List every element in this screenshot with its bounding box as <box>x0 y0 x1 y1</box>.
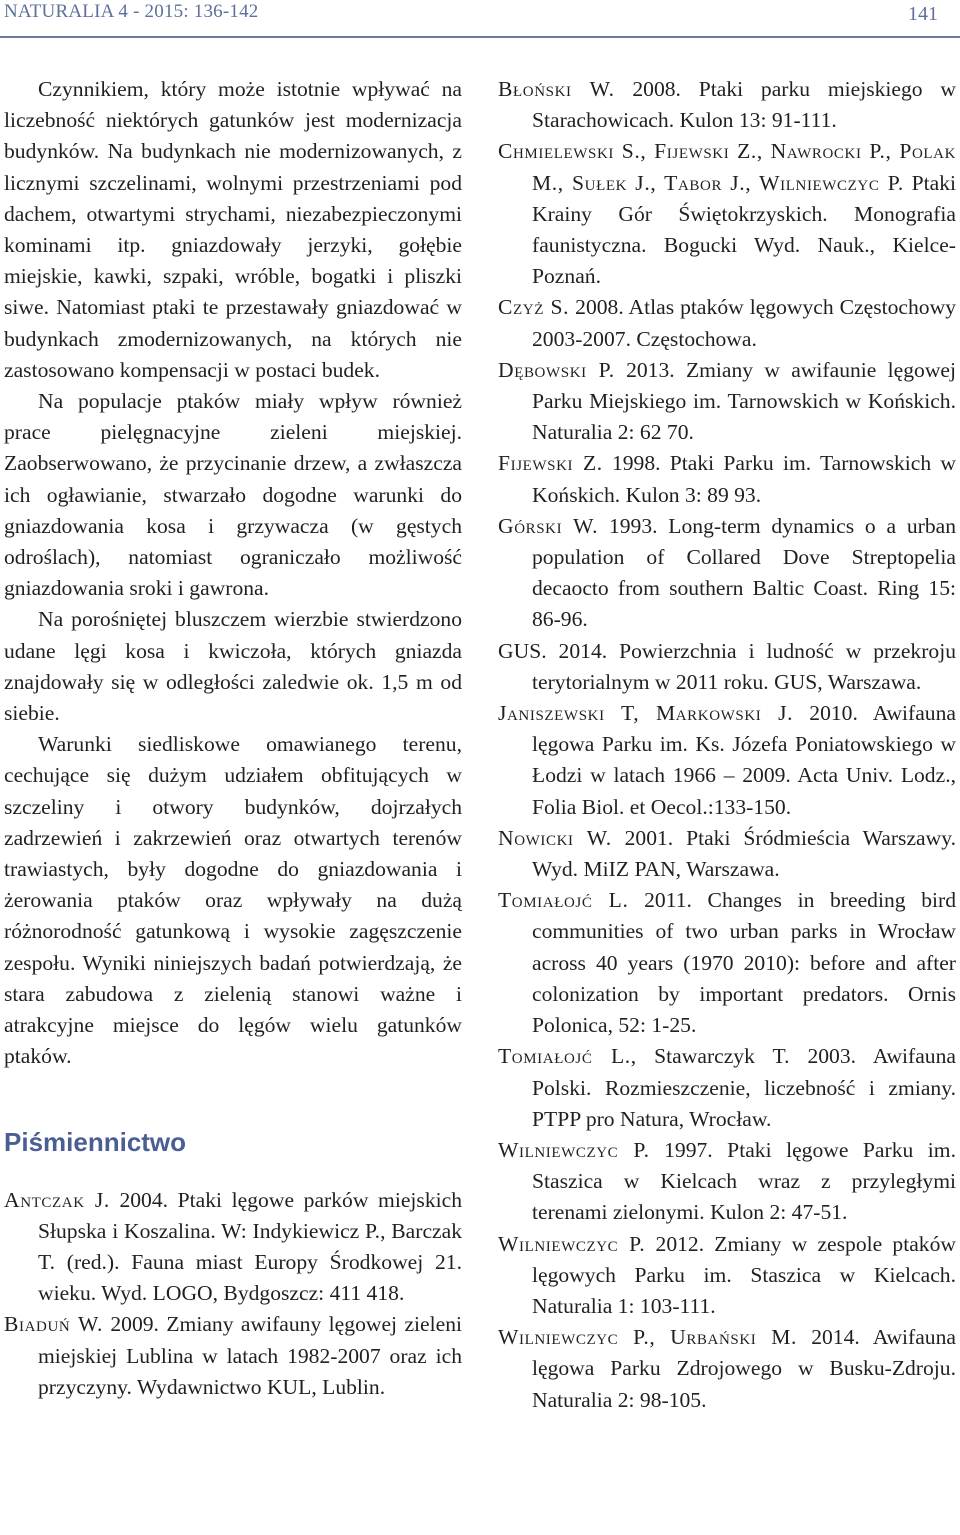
reference-text: GUS. 2014. Powierzchnia i ludność w przekroju terytorialnym w 2011 roku. GUS, Warszawa. <box>498 638 956 694</box>
reference-text: 2009. Zmiany awifauny lęgowej zieleni miejskiej Lublina w latach 1982-2007 oraz ich przyczyny. Wydawnictwo KUL, Lublin. <box>38 1312 462 1399</box>
reference-author: Janiszewski T, Markowski J. <box>498 701 794 726</box>
reference-item <box>498 136 956 292</box>
reference-text: 2013. Zmiany w awifaunie lęgowej Parku Miejskiego im. Tarnowskich w Końskich. Naturalia 2: 62 70. <box>532 357 956 445</box>
reference-author: Tomiałojć L. <box>498 888 629 913</box>
reference-text: 2004. Ptaki lęgowe parków miejskich Słupska i Koszalina. W: Indykiewicz P., Barczak T. (red.). Fauna miast Europy Środkowej 21. wieku. Wyd. LOGO, Bydgoszcz: 411 418. <box>38 1187 462 1306</box>
reference-author: Dębowski P. <box>498 357 615 382</box>
reference-item <box>498 1041 956 1135</box>
reference-text: 2011. Changes in breeding bird communities of two urban parks in Wrocław across 40 years (1970 2010): before and after colonization by important predators. Ornis Polonica, 52: 1-25. <box>532 888 956 1038</box>
reference-author: Górski W. <box>498 513 599 538</box>
reference-text: 1997. Ptaki lęgowe Parku im. Staszica w Kielcach wraz z przyległymi terenami zielonymi. Kulon 2: 47-51. <box>532 1137 956 1225</box>
reference-item <box>498 636 956 698</box>
reference-text: 2010. Awifauna lęgowa Parku im. Ks. Józefa Poniatowskiego w Łodzi w latach 1966 – 2009. Acta Univ. Lodz., Folia Biol. et Oecol.:133-150. <box>532 701 956 819</box>
reference-item <box>498 1322 956 1416</box>
reference-author: Fijewski Z. <box>498 451 603 476</box>
reference-list <box>4 1185 462 1403</box>
reference-item <box>498 74 956 136</box>
reference-item <box>498 292 956 354</box>
reference-item <box>4 1185 462 1310</box>
page-header <box>0 0 960 38</box>
left-column <box>4 74 462 1403</box>
page-number: 141 <box>908 3 938 25</box>
reference-item <box>498 1135 956 1229</box>
reference-text: 2008. Ptaki parku miejskiego w Starachowicach. Kulon 13: 91-111. <box>532 77 956 133</box>
reference-author: Antczak J. <box>4 1187 110 1212</box>
reference-text: 2012. Zmiany w zespole ptaków lęgowych Parku im. Staszica w Kielcach. Naturalia 1: 103-111. <box>532 1231 956 1318</box>
reference-text: 2001. Ptaki Śródmieścia Warszawy. Wyd. MiIZ PAN, Warszawa. <box>532 825 957 882</box>
reference-item <box>4 1309 462 1403</box>
reference-text: Ptaki Krainy Gór Świętokrzyskich. Monografia faunistyczna. Bogucki Wyd. Nauk., Kielce-Poznań. <box>532 170 956 289</box>
reference-text: 2008. Atlas ptaków lęgowych Częstochowy 2003-2007. Częstochowa. <box>532 295 956 351</box>
reference-item <box>498 698 956 823</box>
reference-author: Wilniewczyc P. <box>498 1231 646 1256</box>
reference-author: Wilniewczyc P., Urbański M. <box>498 1325 797 1350</box>
body-paragraph: Na porośniętej bluszczem wierzbie stwierdzono udane lęgi kosa i kwiczoła, których gniazda znajdowały się w odległości zaledwie ok. 1,5 m od siebie. <box>4 607 462 726</box>
journal-citation: NATURALIA 4 - 2015: 136-142 <box>4 1 259 22</box>
reference-author: Tomiałojć L. <box>498 1044 631 1069</box>
reference-list <box>498 74 956 1416</box>
reference-text: , Stawarczyk T. 2003. Awifauna Polski. Rozmieszczenie, liczebność i zmiany. PTPP pro Natura, Wrocław. <box>532 1044 956 1131</box>
reference-author: Wilniewczyc P. <box>498 1137 650 1162</box>
section-title: Piśmiennictwo <box>4 1126 187 1157</box>
reference-item <box>498 511 956 636</box>
reference-text: 1998. Ptaki Parku im. Tarnowskich w Końskich. Kulon 3: 89 93. <box>532 451 956 507</box>
body-paragraph: Czynnikiem, który może istotnie wpływać na liczebność niektórych gatunków jest modernizacja budynków. Na budynkach nie modernizowanych, z licznymi szczelinami, wolnymi przestrzeniami pod dachem, otwartymi strychami, niezabezpieczonymi kominami itp. gniazdowały jerzyki, gołębie miejskie, kawki, szpaki, wróble, bogatki i pliszki siwe. Natomiast ptaki te przestawały gniazdować w budynkach zmodernizowanych, na których nie zastosowano kompensacji w postaci budek. <box>4 77 462 382</box>
reference-author: Błoński W. <box>498 77 615 101</box>
reference-author: Biaduń W. <box>4 1312 103 1337</box>
reference-item <box>498 885 956 1041</box>
reference-item <box>498 355 956 449</box>
body-paragraph: Warunki siedliskowe omawianego terenu, cechujące się dużym udziałem obfitujących w szczeliny i otwory budynków, dojrzałych zadrzewień i zakrzewień oraz otwartych terenów trawiastych, były dogodne do gniazdowania i żerowania ptaków oraz wpływały na dużą różnorodność gatunkową i wysokie zagęszczenie zespołu. Wyniki niniejszych badań potwierdzają, że stara zabudowa z zielenią stanowi ważne i atrakcyjne miejsce do lęgów wielu gatunków ptaków. <box>4 732 462 1069</box>
reference-item <box>498 1229 956 1323</box>
reference-item <box>498 823 956 885</box>
reference-text: 1993. Long-term dynamics o a urban population of Collared Dove Streptopelia decaocto from southern Baltic Coast. Ring 15: 86-96. <box>532 513 957 632</box>
reference-text: 2014. Awifauna lęgowa Parku Zdrojowego w Busku-Zdroju. Naturalia 2: 98-105. <box>532 1325 956 1412</box>
reference-author: Nowicki W. <box>498 825 612 850</box>
body-paragraph: Na populacje ptaków miały wpływ również prace pielęgnacyjne zieleni miejskiej. Zaobserwowano, że przycinanie drzew, a zwłaszcza ich ogławianie, stwarzało dogodne warunki do gniazdowania kosa i grzywacza (w gęstych odroślach), natomiast ograniczało możliwość gniazdowania sroki i gawrona. <box>4 389 462 601</box>
reference-item <box>498 448 956 510</box>
reference-author: Chmielewski S., Fijewski Z., Nawrocki P., Polak M., Sułek J., Tabor J., Wilniewczyc P. <box>498 139 956 195</box>
reference-author: Czyż S. <box>498 295 570 320</box>
right-column <box>498 74 956 1416</box>
